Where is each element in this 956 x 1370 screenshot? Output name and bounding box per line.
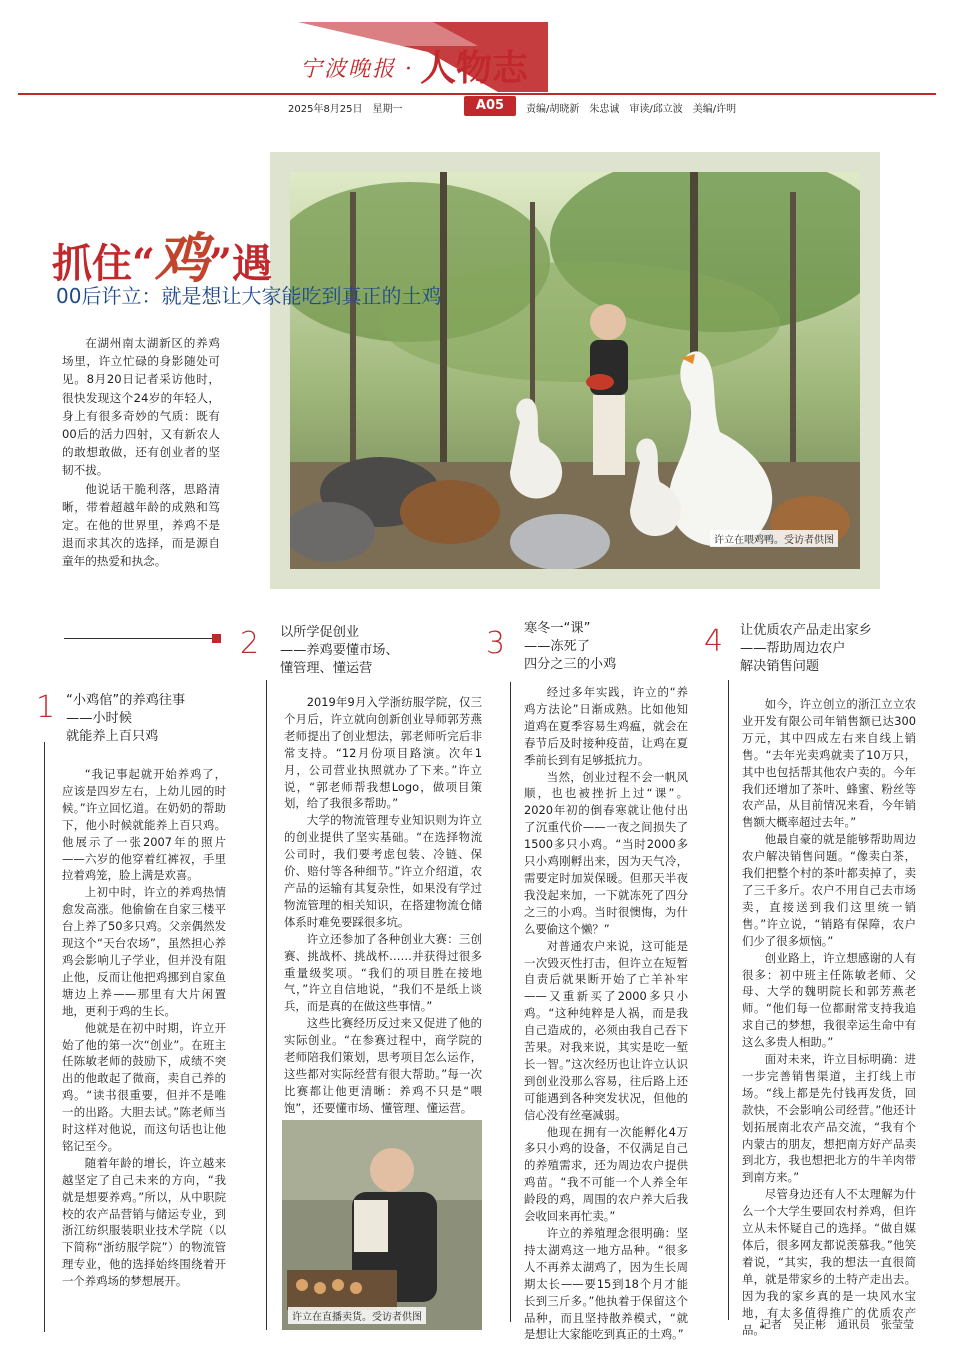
- paragraph: 对普通农户来说，这可能是一次毁灭性打击，但许立在短暂自责后就果断开始了亡羊补牢——又重新买了2000多只小鸡。“这种纯粹是人祸，而是我自己造成的，必须由我自己吞下苦果。对我来说，其实是吃一堑长一智。”这次经历也让许立认识到创业没那么容易，往后路上还可能遇到各种突发状况，但他的信心没有丝毫减弱。: [524, 938, 688, 1122]
- dateline: 2025年8月25日 星期一: [288, 104, 403, 115]
- section-3-number: 3: [486, 626, 506, 661]
- column-rule: [728, 680, 729, 1320]
- paragraph: 尽管身边还有人不太理解为什么一个大学生要回农村养鸡，但许立从未怀疑自己的选择。“做自媒体后，很多网友都说羡慕我。”他笑着说，“其实，我的想法一直很简单，就是带家乡的土特产走出去。因为我的家乡真的是一块风水宝地，有太多值得推广的优质农产品。”: [742, 1187, 916, 1337]
- section-4-title: 让优质农产品走出家乡 ——帮助周边农户 解决销售问题: [740, 623, 872, 674]
- subheadline: 00后许立：就是想让大家能吃到真正的土鸡: [56, 284, 442, 308]
- headline: 抓住“鸡”遇: [52, 226, 273, 290]
- paragraph: 上初中时，许立的养鸡热情愈发高涨。他偷偷在自家三楼平台上养了50多只鸡。父亲偶然发现这个“天台农场”，虽然担心养鸡会影响儿子学业，但并没有阻止他，反而让他把鸡挪到自家鱼塘边上养——那里有大片闲置地，更利于鸡的生长。: [62, 885, 226, 1018]
- paragraph: 创业路上，许立想感谢的人有很多：初中班主任陈敏老师、父母、大学的魏明院长和郭芳燕老师。“他们每一位都耐常支持我追求自己的梦想，我很幸运生命中有这么多贵人相助。”: [742, 950, 916, 1050]
- lead-paragraph: 他说话干脆利落，思路清晰，带着超越年龄的成熟和笃定。在他的世界里，养鸡不是退而求其次的选择，而是源自童年的热爱和执念。: [62, 481, 220, 569]
- byline: 记者 吴正彬 通讯员 张莹莹: [760, 1318, 914, 1331]
- section-4-body: [742, 696, 916, 1338]
- paragraph: 他现在拥有一次能孵化4万多只小鸡的设备，不仅满足自己的养殖需求，还为周边农户提供鸡苗。“我不可能一个人养全年龄段的鸡，周围的农户养大后我会收回来再忙卖。”: [524, 1124, 688, 1224]
- paragraph: “我记事起就开始养鸡了，应该是四岁左右，上幼儿园的时候。”许立回忆道。在奶奶的帮助下，他小时候就能养上百只鸡。他展示了一张2007年的照片——六岁的他穿着红裤衩，手里拉着鸡笼，脸上满是欢喜。: [62, 767, 226, 883]
- section-divider: [64, 638, 216, 639]
- paragraph: 他最自豪的就是能够帮助周边农户解决销售问题。“像卖白茶，我们把整个村的茶叶都卖掉了，卖了三千多斤。农户不用自己去市场卖，直接送到我们这里统一销售。”许立说，“销路有保障，农户们少了很多烦恼。”: [742, 832, 916, 948]
- section-1-number: 1: [36, 690, 56, 725]
- lead-paragraph: 在湖州南太湖新区的养鸡场里，许立忙碌的身影随处可见。8月20日记者采访他时，很快发现这个24岁的年轻人，身上有很多奇妙的气质：既有00后的活力四射，又有新农人的敢想敢做，还有创业者的坚韧不拔。: [62, 336, 220, 478]
- section-1-body: [62, 766, 226, 1290]
- paragraph: 这些比赛经历反过来又促进了他的实际创业。“在参赛过程中，商学院的老师陪我们策划，思考项目怎么运作，这些都对实际经营有很大帮助。”每一次比赛都让他更清晰：养鸡不只是“喂饱”，还要懂市场、懂管理、懂运营。: [284, 1016, 482, 1115]
- main-photo-frame: [270, 152, 880, 589]
- paragraph: 面对未来，许立目标明确：进一步完善销售渠道，主打线上市场。“线上都是先付钱再发货，回款快，不会影响公司经营。”他还计划拓展南北农产品交流，“我有个内蒙古的朋友，想把南方好产品卖到北方，我也想把北方的牛羊肉带到南方来。”: [742, 1052, 916, 1185]
- editors-line: 责编/胡晓新 朱忠诚 审读/邱立波 美编/许明: [526, 104, 737, 115]
- section-2-number: 2: [240, 626, 260, 661]
- paragraph: 许立还参加了各种创业大赛：三创赛、挑战杯、挑战杯……并获得过很多重量级奖项。“我们的项目胜在接地气，”许立自信地说，“我们不是纸上谈兵，而是真的在做这些事情。”: [284, 931, 482, 1014]
- paragraph: 当然，创业过程不会一帆风顺，也也被挫折上过“课”。2020年初的倒春寒就让他付出了沉重代价——一夜之间损失了1500多只小鸡。“当时2000多只小鸡刚孵出来，因为天气冷，需要定时加炭保暖。但那天半夜我没起来加，一下就冻死了四分之三的小鸡。当时很懊悔，为什么要偷这个懒？”: [524, 769, 688, 936]
- divider-square-icon: [212, 634, 221, 643]
- paragraph: 大学的物流管理专业知识则为许立的创业提供了坚实基础。“在选择物流公司时，我们要考虑包装、冷链、保价、赔付等各种细节。”许立介绍道，农产品的运输有其复杂性，如果没有学过物流管理的相关知识，在搭建物流仓储体系时难免要踩很多坑。: [284, 813, 482, 929]
- paragraph: 经过多年实践，许立的“养鸡方法论”日渐成熟。比如他知道鸡在夏季容易生鸡瘟，就会在春节后及时接种疫苗，让鸡在夏季前长到有足够抵抗力。: [524, 685, 688, 767]
- masthead-rule: [18, 93, 936, 95]
- paragraph: 2019年9月入学浙纺服学院，仅三个月后，许立就向创新创业导师郭芳燕老师提出了创业想法，郭老师听完后非常支持。“12月份项目路演。次年1月，公司营业执照就办了下来。”许立说，“郭老师帮我想Logo，做项目策划，给了我很多帮助。”: [284, 695, 482, 811]
- second-photo-caption: 许立在直播卖货。受访者供图: [288, 1307, 426, 1324]
- section-4-number: 4: [704, 624, 724, 659]
- page-number-badge: A05: [464, 96, 516, 116]
- column-rule: [510, 682, 511, 1322]
- section-2-title: 以所学促创业 ——养鸡要懂市场、 懂管理、懂运营: [280, 625, 399, 676]
- second-photo: [282, 1120, 482, 1330]
- section-1-title: “小鸡倌”的养鸡往事 ——小时候 就能养上百只鸡: [66, 693, 186, 744]
- section-name: 人物志: [420, 47, 529, 89]
- section-3-body: [524, 684, 688, 1343]
- paragraph: 他就是在初中时期，许立开始了他的第一次“创业”。在班主任陈敏老师的鼓励下，成绩不突出的他敢起了微商，卖自己养的鸡。“读书很重要，但并不是唯一的出路。大胆去试。”陈老师当时这样对他说，而这句话也让他铭记至今。: [62, 1020, 226, 1153]
- column-rule: [44, 742, 45, 1332]
- paragraph: 许立的养殖理念很明确：坚持太湖鸡这一地方品种。“很多人不再养太湖鸡了，因为生长周期太长——要15到18个月才能长到三斤多。”他执着于保留这个品种，而且坚持散养模式，“就是想让大家能吃到真正的土鸡。”: [524, 1226, 688, 1342]
- main-photo: [290, 172, 860, 569]
- paragraph: 如今，许立创立的浙江立立农业开发有限公司年销售额已达300万元，其中四成左右来自线上销售。“去年光卖鸡就卖了10万只，其中也包括帮其他农户卖的。今年我们还增加了茶叶、蜂蜜、粉丝等农产品，从目前情况来看，今年销售额大概率超过去年。”: [742, 697, 916, 830]
- paragraph: 随着年龄的增长，许立越来越坚定了自己未来的方向，“我就是想要养鸡。”所以，从中职院校的农产品营销与储运专业，到浙江纺织服装职业技术学院（以下简称“浙纺服学院”）的物流管理专业，他的选择始终围绕着开一个养鸡场的梦想展开。: [62, 1155, 226, 1289]
- paper-name: 宁波晚报 ·: [300, 57, 415, 82]
- livestream-photo-illustration: [282, 1120, 482, 1330]
- section-3-title: 寒冬一“课” ——冻死了 四分之三的小鸡: [524, 621, 617, 672]
- lead-paragraphs: [62, 334, 220, 571]
- section-2-body: [284, 694, 482, 1117]
- farm-photo-illustration: [290, 172, 860, 569]
- main-photo-caption: 许立在喂鸡鸭。受访者供图: [710, 530, 838, 547]
- column-rule: [266, 680, 267, 1330]
